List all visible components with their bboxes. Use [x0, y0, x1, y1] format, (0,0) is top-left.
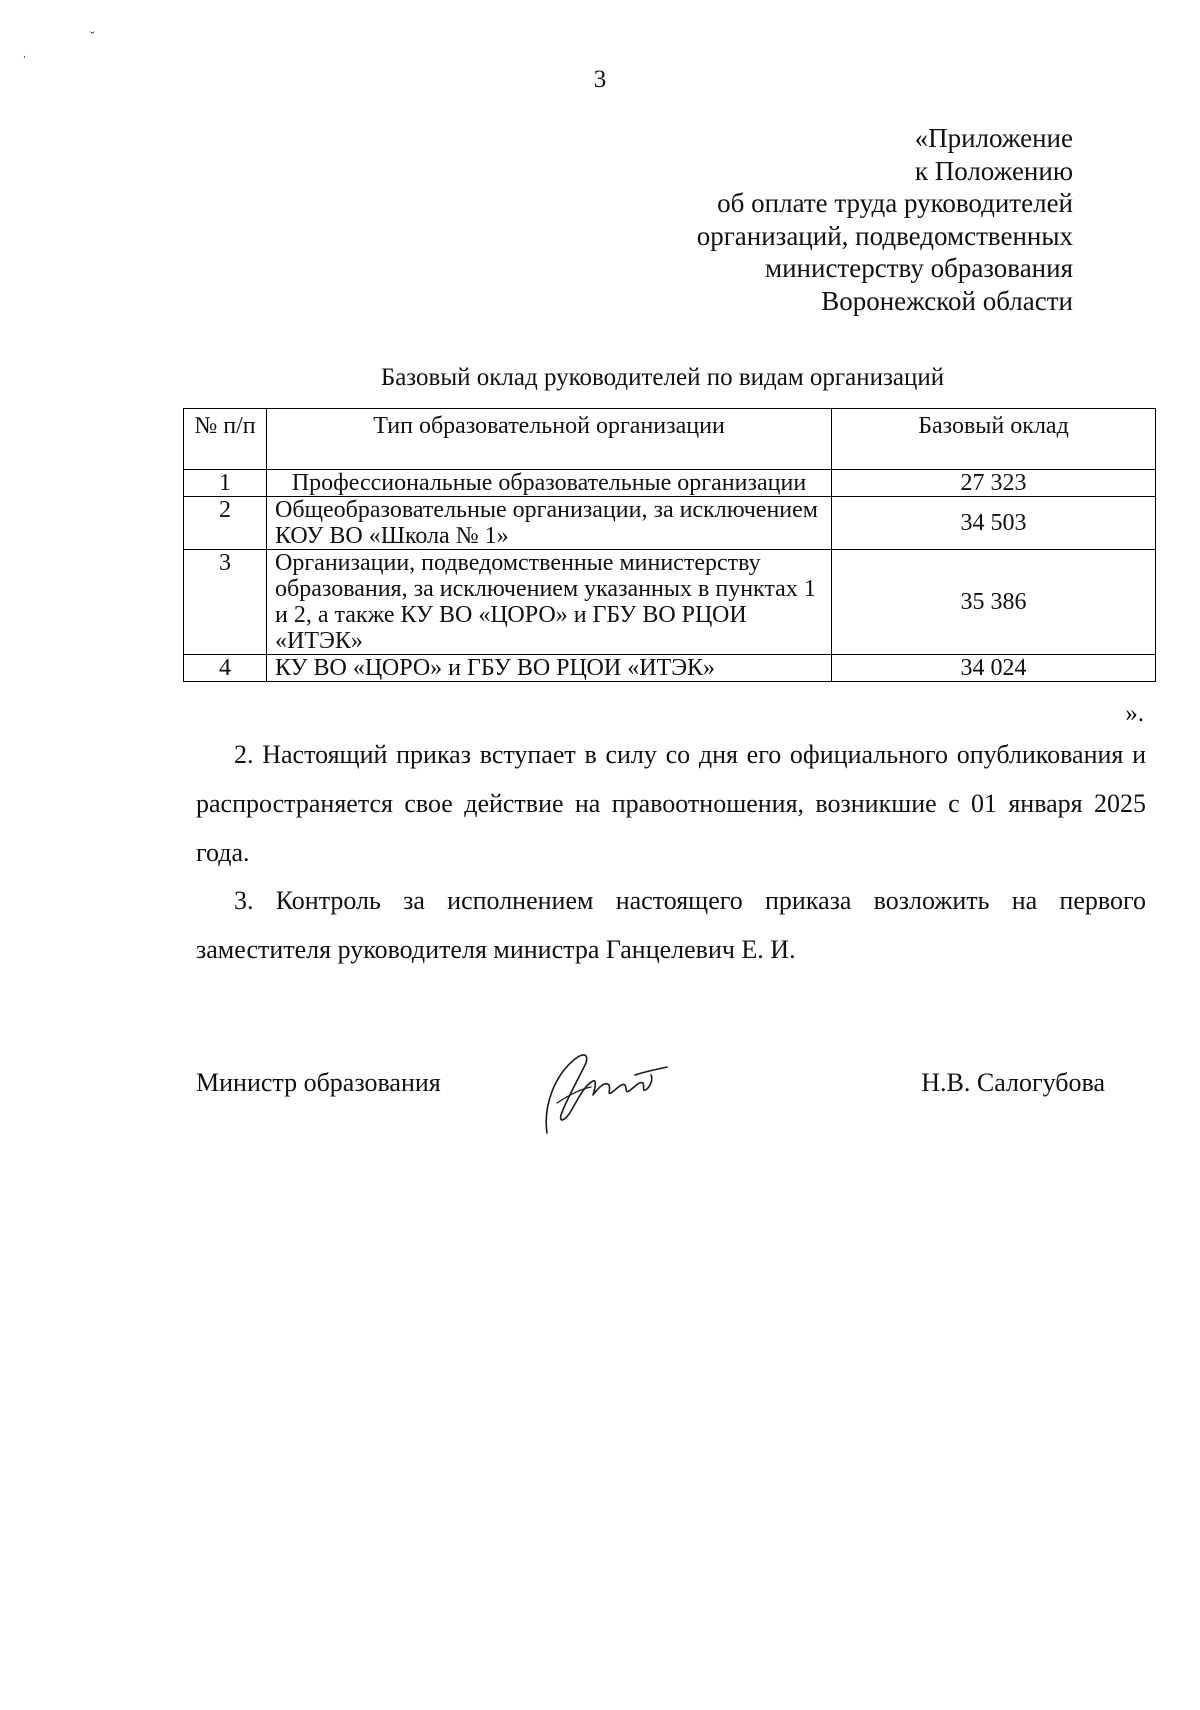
handwritten-signature	[535, 1045, 675, 1145]
scan-mark: ˌ	[22, 44, 27, 59]
table-row	[184, 470, 1156, 497]
row-type: Организации, подведомственные министерству образования, за исключением указанных в пунктах 1 и 2, а также КУ ВО «ЦОРО» и ГБУ ВО РЦОИ «ИТЭК»	[267, 550, 832, 655]
table-header-row	[184, 409, 1156, 470]
table-row	[184, 550, 1156, 655]
row-num: 1	[184, 470, 267, 497]
row-salary: 27 323	[832, 470, 1156, 497]
paragraph-3: 3. Контроль за исполнением настоящего приказа возложить на первого заместителя руководителя министра Ганцелевич Е. И.	[196, 886, 1146, 964]
appendix-line: к Положению	[914, 155, 1073, 186]
row-type: Профессиональные образовательные организации	[267, 470, 832, 497]
header-salary: Базовый оклад	[832, 409, 1156, 470]
scan-mark: ˇ	[90, 30, 95, 45]
row-num: 4	[184, 655, 267, 682]
paragraph-2: 2. Настоящий приказ вступает в силу со дня его официального опубликования и распространяется свое действие на правоотношения, возникшие с 01 января 2025 года.	[196, 740, 1146, 867]
appendix-line: Воронежской области	[821, 285, 1073, 316]
header-num: № п/п	[184, 409, 267, 470]
table-row	[184, 497, 1156, 550]
row-type: Общеобразовательные организации, за исключением КОУ ВО «Школа № 1»	[267, 497, 832, 550]
closing-quote: ».	[1125, 700, 1144, 727]
appendix-line: организаций, подведомственных	[696, 220, 1073, 251]
page-number: 3	[593, 66, 607, 93]
appendix-line: министерству образования	[765, 253, 1073, 283]
row-num: 2	[184, 497, 267, 550]
appendix-line: об оплате труда руководителей	[717, 188, 1073, 218]
row-salary: 34 503	[832, 497, 1156, 550]
salary-table	[183, 408, 1156, 682]
row-salary: 34 024	[832, 655, 1156, 682]
appendix-header	[697, 122, 1073, 317]
table-row	[184, 655, 1156, 682]
signatory-name: Н.В. Салогубова	[921, 1068, 1105, 1097]
row-type: КУ ВО «ЦОРО» и ГБУ ВО РЦОИ «ИТЭК»	[267, 655, 832, 682]
appendix-line: «Приложение	[914, 123, 1073, 153]
table-title: Базовый оклад руководителей по видам организаций	[380, 364, 945, 391]
row-num: 3	[184, 550, 267, 655]
header-type: Тип образовательной организации	[267, 409, 832, 470]
row-salary: 35 386	[832, 550, 1156, 655]
signatory-title: Министр образования	[196, 1068, 441, 1097]
